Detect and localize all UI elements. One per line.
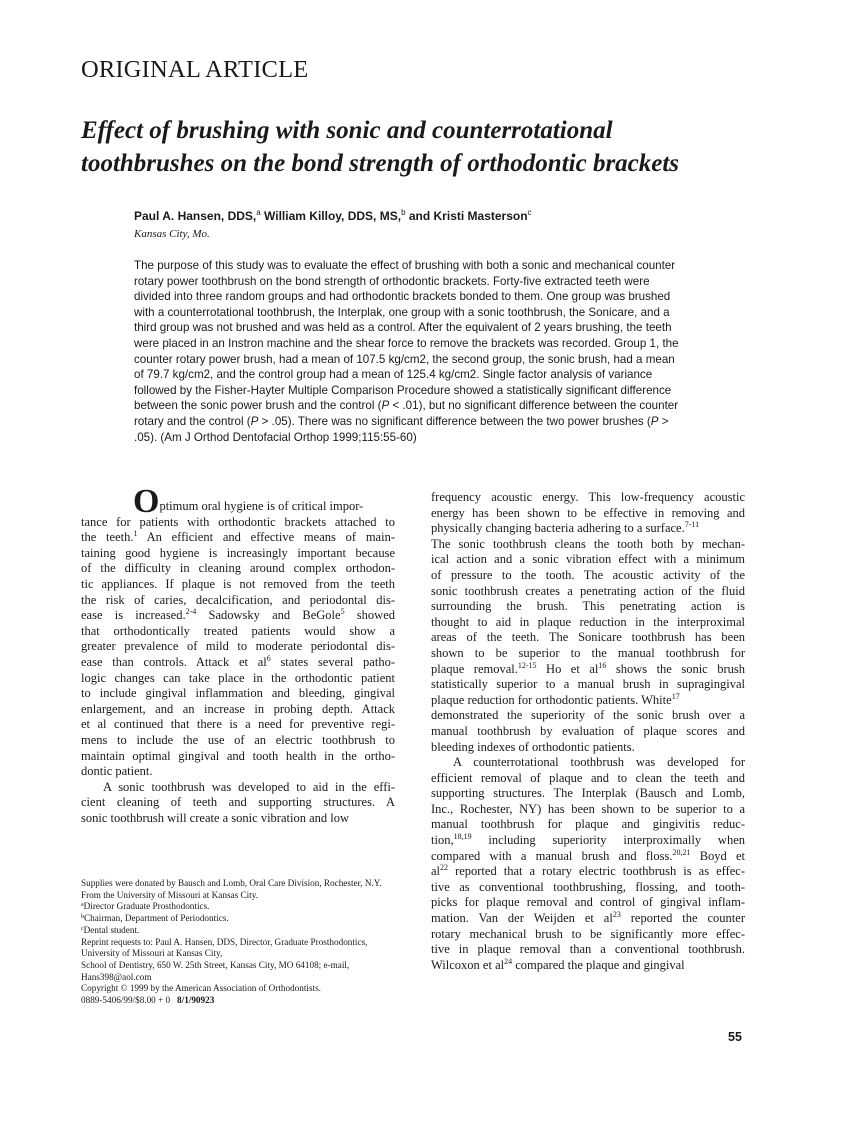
body-text-line: sonic toothbrush creates a penetrating action of the fluid (431, 583, 745, 598)
body-text-line: The sonic toothbrush cleans the tooth both by mechan- (431, 536, 745, 551)
abstract-line: of 79.7 kg/cm2, and the control group had a mean of 125.4 kg/cm2. Single factor analysis of variance (134, 368, 653, 382)
abstract-line: The purpose of this study was to evaluate the effect of brushing with both a sonic and mechanical counter (134, 259, 676, 272)
body-text-line: greater prevalence of mild to moderate periodontal dis- (81, 639, 395, 654)
abstract-line: counter rotary power brush, had a mean of 107.5 kg/cm2, the second group, the sonic brush, had a mean (134, 352, 675, 366)
body-text-line: the teeth.$^1$ An efficient and effective means of main- (81, 529, 395, 545)
body-text-line: dontic patient. (81, 764, 153, 779)
body-text-line: et al continued that there is a need for preventive regi- (81, 717, 395, 732)
body-text-line: maintain optimal gingival and tooth health in the ortho- (81, 748, 395, 763)
body-text-line: tive in plaque removal than a conventional toothbrush. (431, 942, 745, 957)
issn-line: 0889-5406/99/$8.00 + 0 8/1/90923 (81, 995, 215, 1006)
body-column-left (81, 483, 395, 826)
abstract-line: rotary and the control (P > .05). There was no significant difference between the two power brushes (P > (134, 414, 669, 428)
abstract-line: with a counterrotational toothbrush, the Interplak, one group with a sonic toothbrush, the Sonicare, and a (134, 305, 670, 319)
body-text-line: thought to aid in plaque reduction in the interproximal (431, 614, 745, 629)
citation-ref: 2-4 (185, 607, 197, 617)
drop-cap: O (133, 483, 160, 520)
reprint-requests: School of Dentistry, 650 W. 25th Street, Kansas City, MO 64108; e-mail, (81, 959, 350, 970)
footnote-mark: a (81, 902, 84, 909)
abstract-line: followed by the Fisher-Hayter Multiple Comparison Procedure showed a statistically significant difference (134, 383, 672, 397)
citation-ref: 6 (266, 653, 271, 663)
body-text-line: cient cleaning of teeth and supporting structures. A (81, 795, 395, 810)
body-text-line: the risk of caries, decalcification, and periodontal dis- (81, 592, 395, 607)
author-mark: b (401, 208, 406, 217)
body-text-line: tion,$^{18,19}$ including superiority interproximally when (431, 832, 745, 848)
section-label: ORIGINAL ARTICLE (81, 56, 309, 83)
doc-code: 8/1/90923 (177, 995, 215, 1006)
body-text-line: of the difficulty in cleaning around complex orthodon- (81, 561, 395, 576)
author-name: Paul A. Hansen, DDS, (134, 209, 257, 223)
body-text-line: Optimum oral hygiene is of critical impor- (133, 483, 364, 520)
abstract-line: rotary power toothbrush on the bond strength of orthodontic brackets. Forty-five extracted teeth were (134, 274, 650, 288)
citation-ref: 1 (133, 529, 138, 539)
body-text-line: manual toothbrush for plaque and gingivitis reduc- (431, 817, 745, 832)
body-text-line: surrounding the brush. This penetrating action is (431, 599, 745, 614)
body-text-line: of pressure to the tooth. The acoustic activity of the (431, 567, 745, 582)
body-text-line: logic changes can take place in the orthodontic patient (81, 670, 395, 685)
author-mark: a (256, 208, 261, 217)
footnote-supplies: Supplies were donated by Bausch and Lomb, Oral Care Division, Rochester, N.Y. (81, 878, 382, 888)
body-text-line: mation. Van der Weijden et $al^{23}$ reported the counter (431, 910, 745, 926)
footnote-from: From the University of Missouri at Kansas City. (81, 889, 259, 900)
body-text-line: tance for patients with orthodontic brackets attached to (81, 514, 395, 529)
footnote-c: $^c$Dental student. (81, 924, 140, 935)
title-line: Effect of brushing with sonic and counterrotational (81, 117, 613, 144)
citation-ref: 17 (671, 691, 680, 701)
citation-ref: 5 (340, 607, 345, 617)
body-text-line: rotary mechanical brush to be significantly more effec- (431, 926, 745, 941)
body-text-line: that orthodontically treated patients would show a (81, 623, 395, 638)
footnote-a: $^a$Director Graduate Prosthodontics. (81, 901, 210, 912)
body-text-line: Inc., Rochester, NY) has been shown to be superior to a (431, 801, 745, 816)
body-text-line: supporting structures. The Interplak (Bausch and Lomb, (431, 786, 745, 801)
article-title (81, 114, 801, 180)
body-text-line: ease is increased.$^{2-4}$ Sadowsky and BeGole$^5$ showed (81, 607, 395, 623)
citation-ref: 22 (440, 863, 449, 873)
abstract-line: .05). (Am J Orthod Dentofacial Orthop 1999;115:55-60) (134, 430, 417, 444)
citation-ref: 20,21 (672, 847, 691, 857)
abstract-line: third group was not brushed and was held as a control. After the equivalent of 2 years brushing, the teeth (134, 321, 672, 335)
citation-ref: 7-11 (684, 520, 700, 530)
body-text-line: bleeding indexes of orthodontic patients. (431, 739, 635, 754)
body-text-line: tive as conventional toothbrushing, flossing, and tooth- (431, 879, 745, 894)
title-line: toothbrushes on the bond strength of orthodontic brackets (81, 150, 680, 177)
body-text-line: physically changing bacteria adhering to a surface.$^{7-11}$ (431, 520, 700, 536)
citation-ref: 12-15 (517, 660, 537, 670)
affiliation: Kansas City, Mo. (134, 228, 210, 240)
author-mark: c (527, 208, 532, 217)
abstract-line: were placed in an Instron machine and the shear force to remove the brackets was recorded. Group 1, the (134, 336, 679, 350)
body-text-line: picks for plaque removal and control of gingival inflam- (431, 895, 745, 910)
citation-ref: 18,19 (453, 832, 472, 842)
footnote-mark: b (81, 914, 84, 921)
author-list (134, 208, 532, 223)
body-text-line: energy has been shown to be effective in removing and (431, 505, 745, 520)
body-text-line: ease than controls. Attack et $al^6$ states several patho- (81, 653, 395, 669)
body-text-line: demonstrated the superiority of the sonic brush over a (431, 708, 745, 723)
citation-ref: 16 (598, 660, 607, 670)
abstract (134, 258, 744, 445)
citation-ref: 23 (612, 910, 621, 920)
page-number: 55 (728, 1030, 742, 1044)
body-text-line: A counterrotational toothbrush was developed for (453, 755, 745, 770)
body-text-line: A sonic toothbrush was developed to aid in the effi- (103, 779, 395, 794)
copyright: Copyright © 1999 by the American Association of Orthodontists. (81, 983, 321, 994)
reprint-requests: Reprint requests to: Paul A. Hansen, DDS, Director, Graduate Prosthodontics, (81, 936, 368, 947)
author-name: William Killoy, DDS, MS, (260, 209, 402, 223)
body-text-line: tic appliances. If plaque is not removed from the teeth (81, 576, 395, 591)
body-text-line: $al^{22}$ reported that a rotary electric toothbrush is as effec- (431, 863, 745, 879)
body-text-line: manual toothbrush by evaluation of plaque scores and (431, 723, 745, 738)
abstract-line: divided into three random groups and had orthodontic brackets bonded to them. One group was brushed (134, 290, 671, 304)
citation-ref: 24 (504, 956, 513, 966)
body-text-line: areas of the teeth. The Sonicare toothbrush has been (431, 630, 745, 645)
body-text-line: enlargement, and an increase in probing depth. Attack (81, 701, 395, 716)
body-text-line: ical action and a sonic vibration effect with a minimum (431, 552, 745, 567)
body-text-line: sonic toothbrush will create a sonic vibration and low (81, 810, 349, 825)
abstract-line: between the sonic power brush and the control (P < .01), but no significant difference between the counter (134, 399, 679, 413)
body-text-line: plaque removal.$^{12-15}$ Ho et $al^{16}$ shows the sonic brush (431, 660, 745, 676)
footnote-mark: c (81, 925, 84, 932)
body-text-line: statistically superior to a manual brush in supragingival (431, 677, 745, 692)
author-name: and Kristi Masterson (405, 209, 528, 223)
body-column-right (431, 490, 745, 973)
body-text-line: to include gingival inflammation and bleeding, gingival (81, 686, 395, 701)
body-text-line: frequency acoustic energy. This low-frequency acoustic (431, 490, 745, 504)
body-text-line: mens to include the use of an electric toothbrush to (81, 732, 395, 747)
footnotes (81, 878, 401, 1007)
body-text-line: plaque reduction for orthodontic patients. White$^{17}$ (431, 691, 680, 707)
body-text-line: shown to be superior to the manual toothbrush for (431, 645, 745, 660)
body-text-line: taining good hygiene is increasingly important because (81, 545, 395, 560)
body-text-line: efficient removal of plaque and to clean the teeth and (431, 770, 745, 785)
reprint-requests: University of Missouri at Kansas City, (81, 948, 223, 959)
body-text-line: Wilcoxon et $al^{24}$ compared the plaque and gingival (431, 956, 685, 972)
footnote-b: $^b$Chairman, Department of Periodontics. (81, 913, 229, 924)
reprint-email: Hans398@aol.com (81, 971, 152, 982)
body-text-line: compared with a manual brush and floss.$^{20,21}$ Boyd et (431, 847, 745, 863)
